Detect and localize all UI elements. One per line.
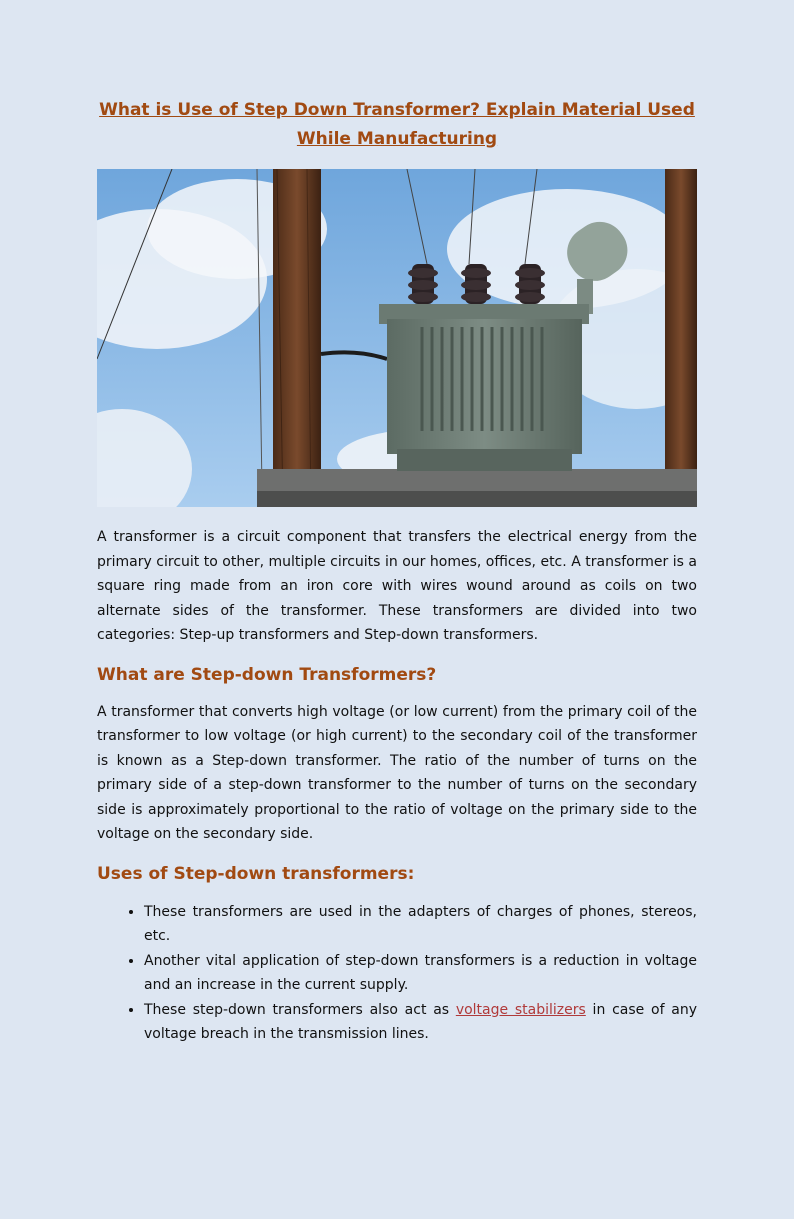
- step-down-paragraph: A transformer that converts high voltage (or low current) from the primary coil of the transformer to low voltage (or high current) to the secondary coil of the transformer is known as a Step-down transformer. The ratio of the number of turns on the primary side of a step-down transformer to the number of turns on the secondary side is approximately proportional to the ratio of voltage on the primary side to the voltage on the secondary side.: [97, 703, 697, 842]
- section-heading-step-down: What are Step-down Transformers?: [97, 664, 437, 685]
- intro-paragraph: A transformer is a circuit component that transfers the electrical energy from the primary circuit to other, multiple circuits in our homes, offices, etc. A transformer is a square ring made from an iron core with wires wound around as coils on two alternate sides of the transformer. These transformers are divided into two categories: Step-up transformers and Step-down transformers.: [97, 529, 697, 643]
- voltage-stabilizers-link[interactable]: voltage stabilizers: [455, 1001, 586, 1018]
- section-heading-uses: Uses of Step-down transformers:: [97, 863, 415, 884]
- list-item: • Another vital application of step-down transformers is a reduction in voltage and an increase in the current supply.: [144, 949, 697, 998]
- page-title: What is Use of Step Down Transformer? Explain Material Used While Manufacturing: [99, 100, 695, 149]
- list-item: • These transformers are used in the adapters of charges of phones, stereos, etc.: [144, 900, 697, 949]
- uses-list: [97, 900, 697, 1047]
- list-item-text: These step-down transformers also act as: [144, 1001, 456, 1018]
- document-page: [0, 96, 794, 1219]
- transformer-photo: [97, 169, 697, 507]
- list-item: [144, 998, 697, 1047]
- list-item-text: in case of any voltage breach in the transmission lines.: [144, 1001, 697, 1042]
